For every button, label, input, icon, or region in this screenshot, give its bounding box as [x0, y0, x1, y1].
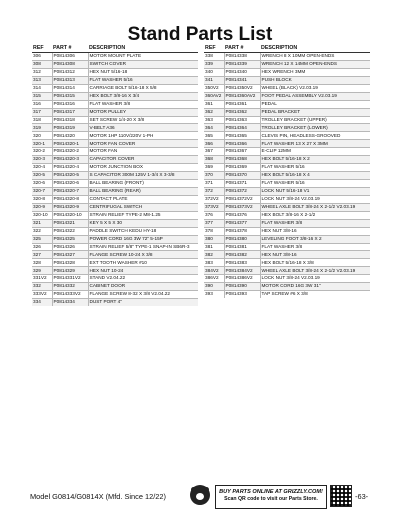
part-number-cell: P0814383 — [224, 259, 260, 267]
description-cell: STRAIN RELIEF TYPE-2 M8-1.25 — [88, 211, 198, 219]
ref-cell: 393 — [204, 291, 224, 298]
part-number-cell: P0814329 — [52, 267, 88, 275]
ref-cell: 320-8 — [32, 195, 52, 203]
table-row — [32, 132, 198, 140]
ref-cell: 366 — [204, 140, 224, 148]
part-number-cell: P0814370 — [224, 172, 260, 180]
part-number-cell: P0814318 — [52, 116, 88, 124]
table-row — [204, 275, 370, 283]
table-row — [204, 227, 370, 235]
description-cell: LOCK NUT 3/8-24 V2.03.19 — [260, 195, 370, 203]
part-number-cell: P0814326 — [52, 243, 88, 251]
part-number-cell: P0814320 — [52, 132, 88, 140]
ref-cell: 320-2 — [32, 148, 52, 156]
ref-cell: 318 — [32, 116, 52, 124]
part-number-cell: P0814369 — [224, 164, 260, 172]
ref-cell: 320-6 — [32, 180, 52, 188]
table-row — [32, 299, 198, 306]
ref-cell: 376 — [204, 211, 224, 219]
buy-parts-text: BUY PARTS ONLINE AT GRIZZLY.COM! — [219, 489, 323, 495]
ref-cell: 363 — [204, 116, 224, 124]
part-number-cell: P0814360AV2 — [224, 92, 260, 100]
description-cell: TROLLEY BRACKET (UPPER) — [260, 116, 370, 124]
table-row — [32, 76, 198, 84]
description-cell: BALL BEARING (REAR) — [88, 187, 198, 195]
description-cell: HEX BOLT 5/16-18 X 4 — [260, 172, 370, 180]
description-cell: TAP SCREW #6 X 3/8 — [260, 291, 370, 298]
table-row — [32, 124, 198, 132]
ref-cell: 377 — [204, 219, 224, 227]
part-number-cell: P0814315 — [52, 92, 88, 100]
parts-table-left — [32, 44, 198, 306]
description-cell: WHEEL AXLE BOLT 3/8-24 X 2-1/2 V2.03.19 — [260, 203, 370, 211]
table-header-row — [32, 44, 198, 53]
table-row — [204, 235, 370, 243]
ref-cell: 350V2 — [204, 84, 224, 92]
part-number-cell: P0814373V2 — [224, 203, 260, 211]
table-row — [32, 60, 198, 68]
part-number-cell: P0814328 — [52, 259, 88, 267]
part-number-cell: P0814363 — [224, 116, 260, 124]
part-number-cell: P0814368 — [224, 156, 260, 164]
ref-cell: 362 — [204, 108, 224, 116]
part-number-cell: P0814339 — [224, 60, 260, 68]
part-number-cell: P0814386V2 — [224, 275, 260, 283]
table-row — [32, 267, 198, 275]
parts-table-right — [204, 44, 370, 298]
table-row — [32, 53, 198, 61]
ref-cell: 360AV2 — [204, 92, 224, 100]
table-row — [204, 140, 370, 148]
table-row — [204, 267, 370, 275]
part-number-cell: P0814320-10 — [52, 211, 88, 219]
description-cell: FLAT WASHER 3/8 — [260, 243, 370, 251]
ref-cell: 328 — [32, 259, 52, 267]
ref-cell: 341 — [204, 76, 224, 84]
ref-cell: 320 — [32, 132, 52, 140]
table-row — [204, 76, 370, 84]
description-column-header: DESCRIPTION — [88, 44, 198, 53]
table-row — [32, 148, 198, 156]
ref-cell: 321 — [32, 219, 52, 227]
description-cell: FLAT WASHER 5/16 — [88, 76, 198, 84]
ref-cell: 319 — [32, 124, 52, 132]
page-title: Stand Parts List — [127, 24, 273, 45]
ref-cell: 322 — [32, 227, 52, 235]
ref-cell: 381 — [204, 243, 224, 251]
ref-cell: 320-3 — [32, 156, 52, 164]
table-row — [32, 219, 198, 227]
ref-cell: 384V2 — [204, 267, 224, 275]
description-cell: HEX BOLT 5/16-18 X 2 — [260, 156, 370, 164]
table-row — [204, 219, 370, 227]
ref-cell: 308 — [32, 60, 52, 68]
ref-cell: 332 — [32, 283, 52, 291]
part-number-column-header: PART # — [52, 44, 88, 53]
description-cell: EXT TOOTH WASHER #10 — [88, 259, 198, 267]
part-number-cell: P0814317 — [52, 108, 88, 116]
table-row — [32, 68, 198, 76]
table-row — [32, 203, 198, 211]
part-number-cell: P0814350V2 — [224, 84, 260, 92]
ref-cell: 320-9 — [32, 203, 52, 211]
table-row — [204, 92, 370, 100]
ref-cell: 316 — [32, 100, 52, 108]
ref-cell: 329 — [32, 267, 52, 275]
ref-cell: 365 — [204, 132, 224, 140]
description-cell: MOTOR 1HP 110V/220V 1-PH — [88, 132, 198, 140]
description-cell: MOTOR PULLEY — [88, 108, 198, 116]
table-row — [204, 172, 370, 180]
ref-cell: 382 — [204, 251, 224, 259]
part-number-cell: P0814382 — [224, 251, 260, 259]
ref-cell: 320-5 — [32, 172, 52, 180]
description-cell: MOTOR FAN — [88, 148, 198, 156]
qr-code-icon[interactable] — [330, 485, 352, 507]
description-cell: V-BELT A36 — [88, 124, 198, 132]
description-cell: PADDLE SWITCH KEDU HY-18 — [88, 227, 198, 235]
table-row — [204, 116, 370, 124]
description-cell: BALL BEARING (FRONT) — [88, 180, 198, 188]
description-cell: HEX NUT 3/8-16 — [260, 227, 370, 235]
description-cell: S CAPACITOR 300M 125V 1-3/4 X 3-3/8 — [88, 172, 198, 180]
table-row — [32, 116, 198, 124]
table-row — [32, 243, 198, 251]
table-row — [32, 187, 198, 195]
part-number-cell: P0814325 — [52, 235, 88, 243]
ref-cell: 315 — [32, 92, 52, 100]
ref-cell: 331V2 — [32, 275, 52, 283]
table-row — [204, 291, 370, 298]
part-number-cell: P0814361 — [224, 100, 260, 108]
ref-cell: 370 — [204, 172, 224, 180]
table-row — [204, 60, 370, 68]
description-cell: MOTOR FAN COVER — [88, 140, 198, 148]
description-cell: WHEEL (BLACK) V2.03.19 — [260, 84, 370, 92]
description-cell: WRENCH 12 X 14MM OPEN-ENDS — [260, 60, 370, 68]
ref-cell: 325 — [32, 235, 52, 243]
ref-cell: 369 — [204, 164, 224, 172]
grizzly-bear-logo-icon — [190, 485, 210, 505]
part-number-cell: P0814365 — [224, 132, 260, 140]
table-row — [32, 275, 198, 283]
part-number-cell: P0814327 — [52, 251, 88, 259]
table-row — [204, 259, 370, 267]
table-row — [204, 243, 370, 251]
description-cell: SWITCH COVER — [88, 60, 198, 68]
description-cell: MOTOR CORD 16G 3W 31" — [260, 283, 370, 291]
table-row — [32, 140, 198, 148]
part-number-cell: P0814321 — [52, 219, 88, 227]
part-number-cell: P0814320-9 — [52, 203, 88, 211]
description-cell: PEDAL — [260, 100, 370, 108]
ref-cell: 313 — [32, 76, 52, 84]
part-number-cell: P0814320-7 — [52, 187, 88, 195]
table-row — [204, 68, 370, 76]
description-cell: CAPACITOR COVER — [88, 156, 198, 164]
description-cell: E-CLIP 12MM — [260, 148, 370, 156]
table-row — [204, 156, 370, 164]
table-row — [204, 195, 370, 203]
part-number-cell: P0814364 — [224, 124, 260, 132]
description-cell: LOCK NUT 3/8-24 V2.03.19 — [260, 275, 370, 283]
description-cell: FOOT PEDAL ASSEMBLY V2.03.19 — [260, 92, 370, 100]
part-number-cell: P0814320-2 — [52, 148, 88, 156]
table-row — [32, 283, 198, 291]
ref-cell: 372V2 — [204, 195, 224, 203]
description-cell: CENTRIFUGAL SWITCH — [88, 203, 198, 211]
part-number-cell: P0814338 — [224, 53, 260, 61]
table-row — [32, 235, 198, 243]
scan-qr-text: Scan QR code to visit our Parts Store. — [224, 496, 318, 502]
part-number-cell: P0814320-1 — [52, 140, 88, 148]
table-row — [204, 108, 370, 116]
table-row — [32, 92, 198, 100]
description-cell: FLAT WASHER 3/8 — [88, 100, 198, 108]
description-cell: STAND V2.04.22 — [88, 275, 198, 283]
ref-cell: 383 — [204, 259, 224, 267]
description-cell: LOCK NUT 5/16-18 V1 — [260, 187, 370, 195]
ref-cell: 326 — [32, 243, 52, 251]
part-number-cell: P0814334 — [52, 299, 88, 306]
description-cell: POWER CORD 16G 3W 72" 5-15P — [88, 235, 198, 243]
description-cell: FLAT WASHER 13 X 27 X 3MM — [260, 140, 370, 148]
ref-cell: 338 — [204, 53, 224, 61]
part-number-cell: P0814362 — [224, 108, 260, 116]
description-cell: FLANGE SCREW 8-32 X 3/8 V2.04.22 — [88, 291, 198, 299]
ref-cell: 334 — [32, 299, 52, 306]
description-cell: FLANGE SCREW 10-24 X 3/8 — [88, 251, 198, 259]
ref-cell: 368 — [204, 156, 224, 164]
part-number-cell: P0814340 — [224, 68, 260, 76]
description-cell: CABINET DOOR — [88, 283, 198, 291]
table-row — [204, 53, 370, 61]
ref-cell: 327 — [32, 251, 52, 259]
table-row — [204, 187, 370, 195]
ref-cell: 320-10 — [32, 211, 52, 219]
part-number-cell: P0814376 — [224, 211, 260, 219]
ref-cell: 367 — [204, 148, 224, 156]
table-row — [32, 180, 198, 188]
table-header-row — [204, 44, 370, 53]
ref-column-header: REF — [204, 44, 224, 53]
description-cell: HEX BOLT 3/8-16 X 3/4 — [88, 92, 198, 100]
ref-column-header: REF — [32, 44, 52, 53]
ref-cell: 312 — [32, 68, 52, 76]
part-number-cell: P0814333V2 — [52, 291, 88, 299]
table-row — [32, 156, 198, 164]
part-number-cell: P0814320-5 — [52, 172, 88, 180]
ref-cell: 364 — [204, 124, 224, 132]
table-row — [204, 148, 370, 156]
part-number-cell: P0814372 — [224, 187, 260, 195]
description-cell: MOTOR JUNCTION BOX — [88, 164, 198, 172]
description-cell: HEX BOLT 5/16-18 X 3/8 — [260, 259, 370, 267]
part-number-cell: P0814308 — [52, 60, 88, 68]
table-row — [32, 291, 198, 299]
description-cell: STRAIN RELIEF 5/8" TYPE-1 SNAP-IN SB6R-3 — [88, 243, 198, 251]
description-column-header: DESCRIPTION — [260, 44, 370, 53]
table-row — [32, 84, 198, 92]
part-number-cell: P0814306 — [52, 53, 88, 61]
table-row — [32, 172, 198, 180]
ref-cell: 372 — [204, 187, 224, 195]
description-cell: LEVELING FOOT 3/8-16 X 2 — [260, 235, 370, 243]
ref-cell: 317 — [32, 108, 52, 116]
description-cell: WRENCH 8 X 10MM OPEN-ENDS — [260, 53, 370, 61]
description-cell: PUSH BLOCK — [260, 76, 370, 84]
table-row — [204, 124, 370, 132]
table-row — [32, 195, 198, 203]
table-row — [32, 259, 198, 267]
description-cell: MOTOR MOUNT PLATE — [88, 53, 198, 61]
part-number-cell: P0814366 — [224, 140, 260, 148]
table-row — [204, 84, 370, 92]
part-number-cell: P0814319 — [52, 124, 88, 132]
part-number-cell: P0814371 — [224, 180, 260, 188]
description-cell: FLAT WASHER 3/8 — [260, 219, 370, 227]
part-number-cell: P0814320-6 — [52, 180, 88, 188]
description-cell: HEX BOLT 3/8-16 X 2-1/2 — [260, 211, 370, 219]
ref-cell: 386V2 — [204, 275, 224, 283]
ref-cell: 361 — [204, 100, 224, 108]
part-number-cell: P0814381 — [224, 243, 260, 251]
part-number-cell: P0814378 — [224, 227, 260, 235]
description-cell: CARRIAGE BOLT 5/16-18 X 5/8 — [88, 84, 198, 92]
table-row — [32, 164, 198, 172]
part-number-cell: P0814316 — [52, 100, 88, 108]
description-cell: SET SCREW 1/4-20 X 3/8 — [88, 116, 198, 124]
part-number-cell: P0814320-8 — [52, 195, 88, 203]
table-row — [204, 132, 370, 140]
table-row — [204, 164, 370, 172]
part-number-cell: P0814313 — [52, 76, 88, 84]
description-cell: HEX NUT 10-24 — [88, 267, 198, 275]
table-row — [32, 100, 198, 108]
description-cell: TROLLEY BRACKET (LOWER) — [260, 124, 370, 132]
part-number-cell: P0814380 — [224, 235, 260, 243]
description-cell: HEX WRENCH 3MM — [260, 68, 370, 76]
ref-cell: 390 — [204, 283, 224, 291]
description-cell: FLAT WASHER 5/16 — [260, 180, 370, 188]
table-row — [32, 227, 198, 235]
part-number-cell: P0814320-3 — [52, 156, 88, 164]
table-row — [204, 203, 370, 211]
ref-cell: 320-4 — [32, 164, 52, 172]
description-cell: CONTACT PLATE — [88, 195, 198, 203]
part-number-cell: P0814390 — [224, 283, 260, 291]
ref-cell: 320-7 — [32, 187, 52, 195]
ref-cell: 378 — [204, 227, 224, 235]
table-row — [32, 211, 198, 219]
description-cell: HEX NUT 5/16-18 — [88, 68, 198, 76]
ref-cell: 340 — [204, 68, 224, 76]
ref-cell: 373V2 — [204, 203, 224, 211]
part-number-cell: P0814320-4 — [52, 164, 88, 172]
description-cell: WHEEL AXLE BOLT 3/8-24 X 2-1/2 V2.03.19 — [260, 267, 370, 275]
table-row — [204, 211, 370, 219]
table-row — [204, 283, 370, 291]
part-number-cell: P0814314 — [52, 84, 88, 92]
description-cell: FLAT WASHER 5/16 — [260, 164, 370, 172]
ref-cell: 320-1 — [32, 140, 52, 148]
description-cell: KEY 5 X 5 X 30 — [88, 219, 198, 227]
part-number-cell: P0814384V2 — [224, 267, 260, 275]
table-row — [204, 180, 370, 188]
buy-parts-online-banner[interactable] — [215, 485, 327, 509]
description-cell: HEX NUT 3/8-16 — [260, 251, 370, 259]
ref-cell: 380 — [204, 235, 224, 243]
part-number-cell: P0814322 — [52, 227, 88, 235]
description-cell: CLEVIS PIN, HEADLESS-GROOVED — [260, 132, 370, 140]
table-row — [204, 100, 370, 108]
part-number-cell: P0814377 — [224, 219, 260, 227]
part-number-cell: P0814331V2 — [52, 275, 88, 283]
description-cell: DUST PORT 4" — [88, 299, 198, 306]
ref-cell: 314 — [32, 84, 52, 92]
footer-model-text: Model G0814/G0814X (Mfd. Since 12/22) — [30, 492, 166, 501]
ref-cell: 339 — [204, 60, 224, 68]
part-number-column-header: PART # — [224, 44, 260, 53]
part-number-cell: P0814332 — [52, 283, 88, 291]
table-row — [32, 251, 198, 259]
part-number-cell: P0814367 — [224, 148, 260, 156]
page-number: -63- — [355, 492, 369, 501]
part-number-cell: P0814372V2 — [224, 195, 260, 203]
ref-cell: 333V2 — [32, 291, 52, 299]
table-row — [32, 108, 198, 116]
table-row — [204, 251, 370, 259]
part-number-cell: P0814393 — [224, 291, 260, 298]
ref-cell: 371 — [204, 180, 224, 188]
part-number-cell: P0814341 — [224, 76, 260, 84]
part-number-cell: P0814312 — [52, 68, 88, 76]
description-cell: PEDAL BRACKET — [260, 108, 370, 116]
ref-cell: 306 — [32, 53, 52, 61]
